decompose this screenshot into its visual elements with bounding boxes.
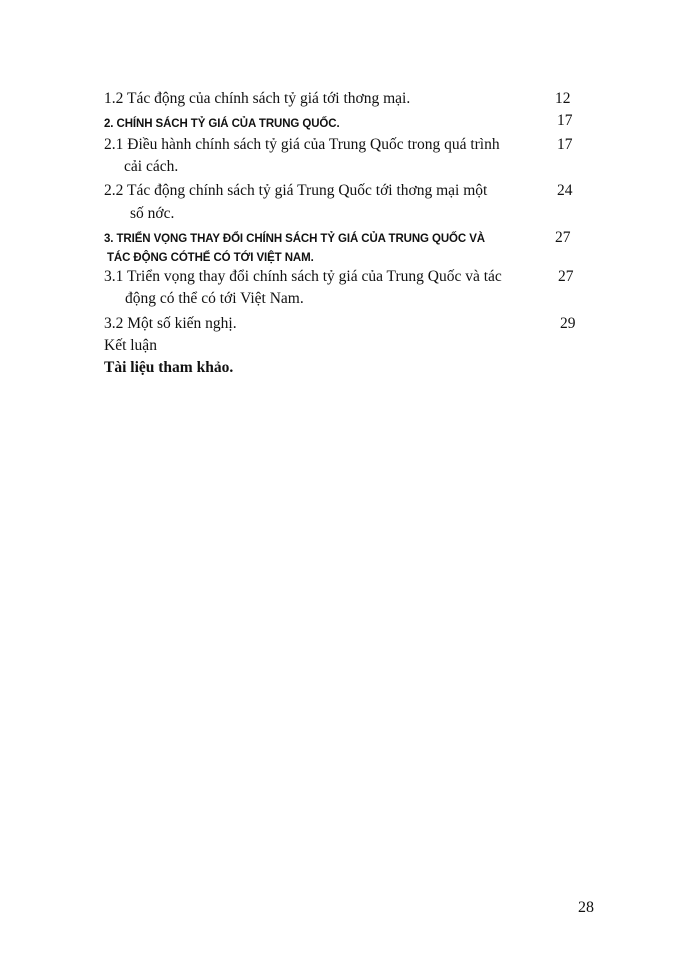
toc-page-number: 17: [557, 112, 573, 129]
toc-page-number: 27: [555, 229, 571, 246]
toc-entry-conclusion: Kết luận: [104, 337, 157, 354]
toc-entry-1-2: 1.2 Tác động của chính sách tỷ giá tới thơng mại.: [104, 90, 411, 107]
toc-entry-references: Tài liệu tham khảo.: [104, 359, 234, 376]
toc-page-number: 27: [558, 268, 574, 285]
page-number: 28: [578, 899, 594, 916]
toc-entry-3-1: 3.1 Triển vọng thay đổi chính sách tỷ giá của Trung Quốc và tác: [104, 268, 502, 285]
toc-entry-2-1: 2.1 Điều hành chính sách tỷ giá của Trung Quốc trong quá trình: [104, 136, 500, 153]
toc-heading-2: 2. CHÍNH SÁCH TỶ GIÁ CỦA TRUNG QUỐC.: [104, 118, 340, 130]
toc-page-number: 29: [560, 315, 576, 332]
toc-entry-3-2: 3.2 Một số kiến nghị.: [104, 315, 237, 332]
toc-entry-3-1-cont: động có thể có tới Việt Nam.: [125, 290, 304, 307]
toc-page-number: 12: [555, 90, 571, 107]
toc-heading-3-cont: TÁC ĐỘNG CÓTHỂ CÓ TỚI VIỆT NAM.: [107, 252, 314, 264]
toc-heading-3: 3. TRIỂN VỌNG THAY ĐỔI CHÍNH SÁCH TỶ GIÁ CỦA TRUNG QUỐC VÀ: [104, 233, 485, 245]
toc-entry-2-2-cont: số nớc.: [130, 205, 175, 222]
toc-page-number: 24: [557, 182, 573, 199]
toc-page-number: 17: [557, 136, 573, 153]
toc-entry-2-1-cont: cải cách.: [124, 158, 179, 175]
toc-entry-2-2: 2.2 Tác động chính sách tỷ giá Trung Quốc tới thơng mại một: [104, 182, 488, 199]
